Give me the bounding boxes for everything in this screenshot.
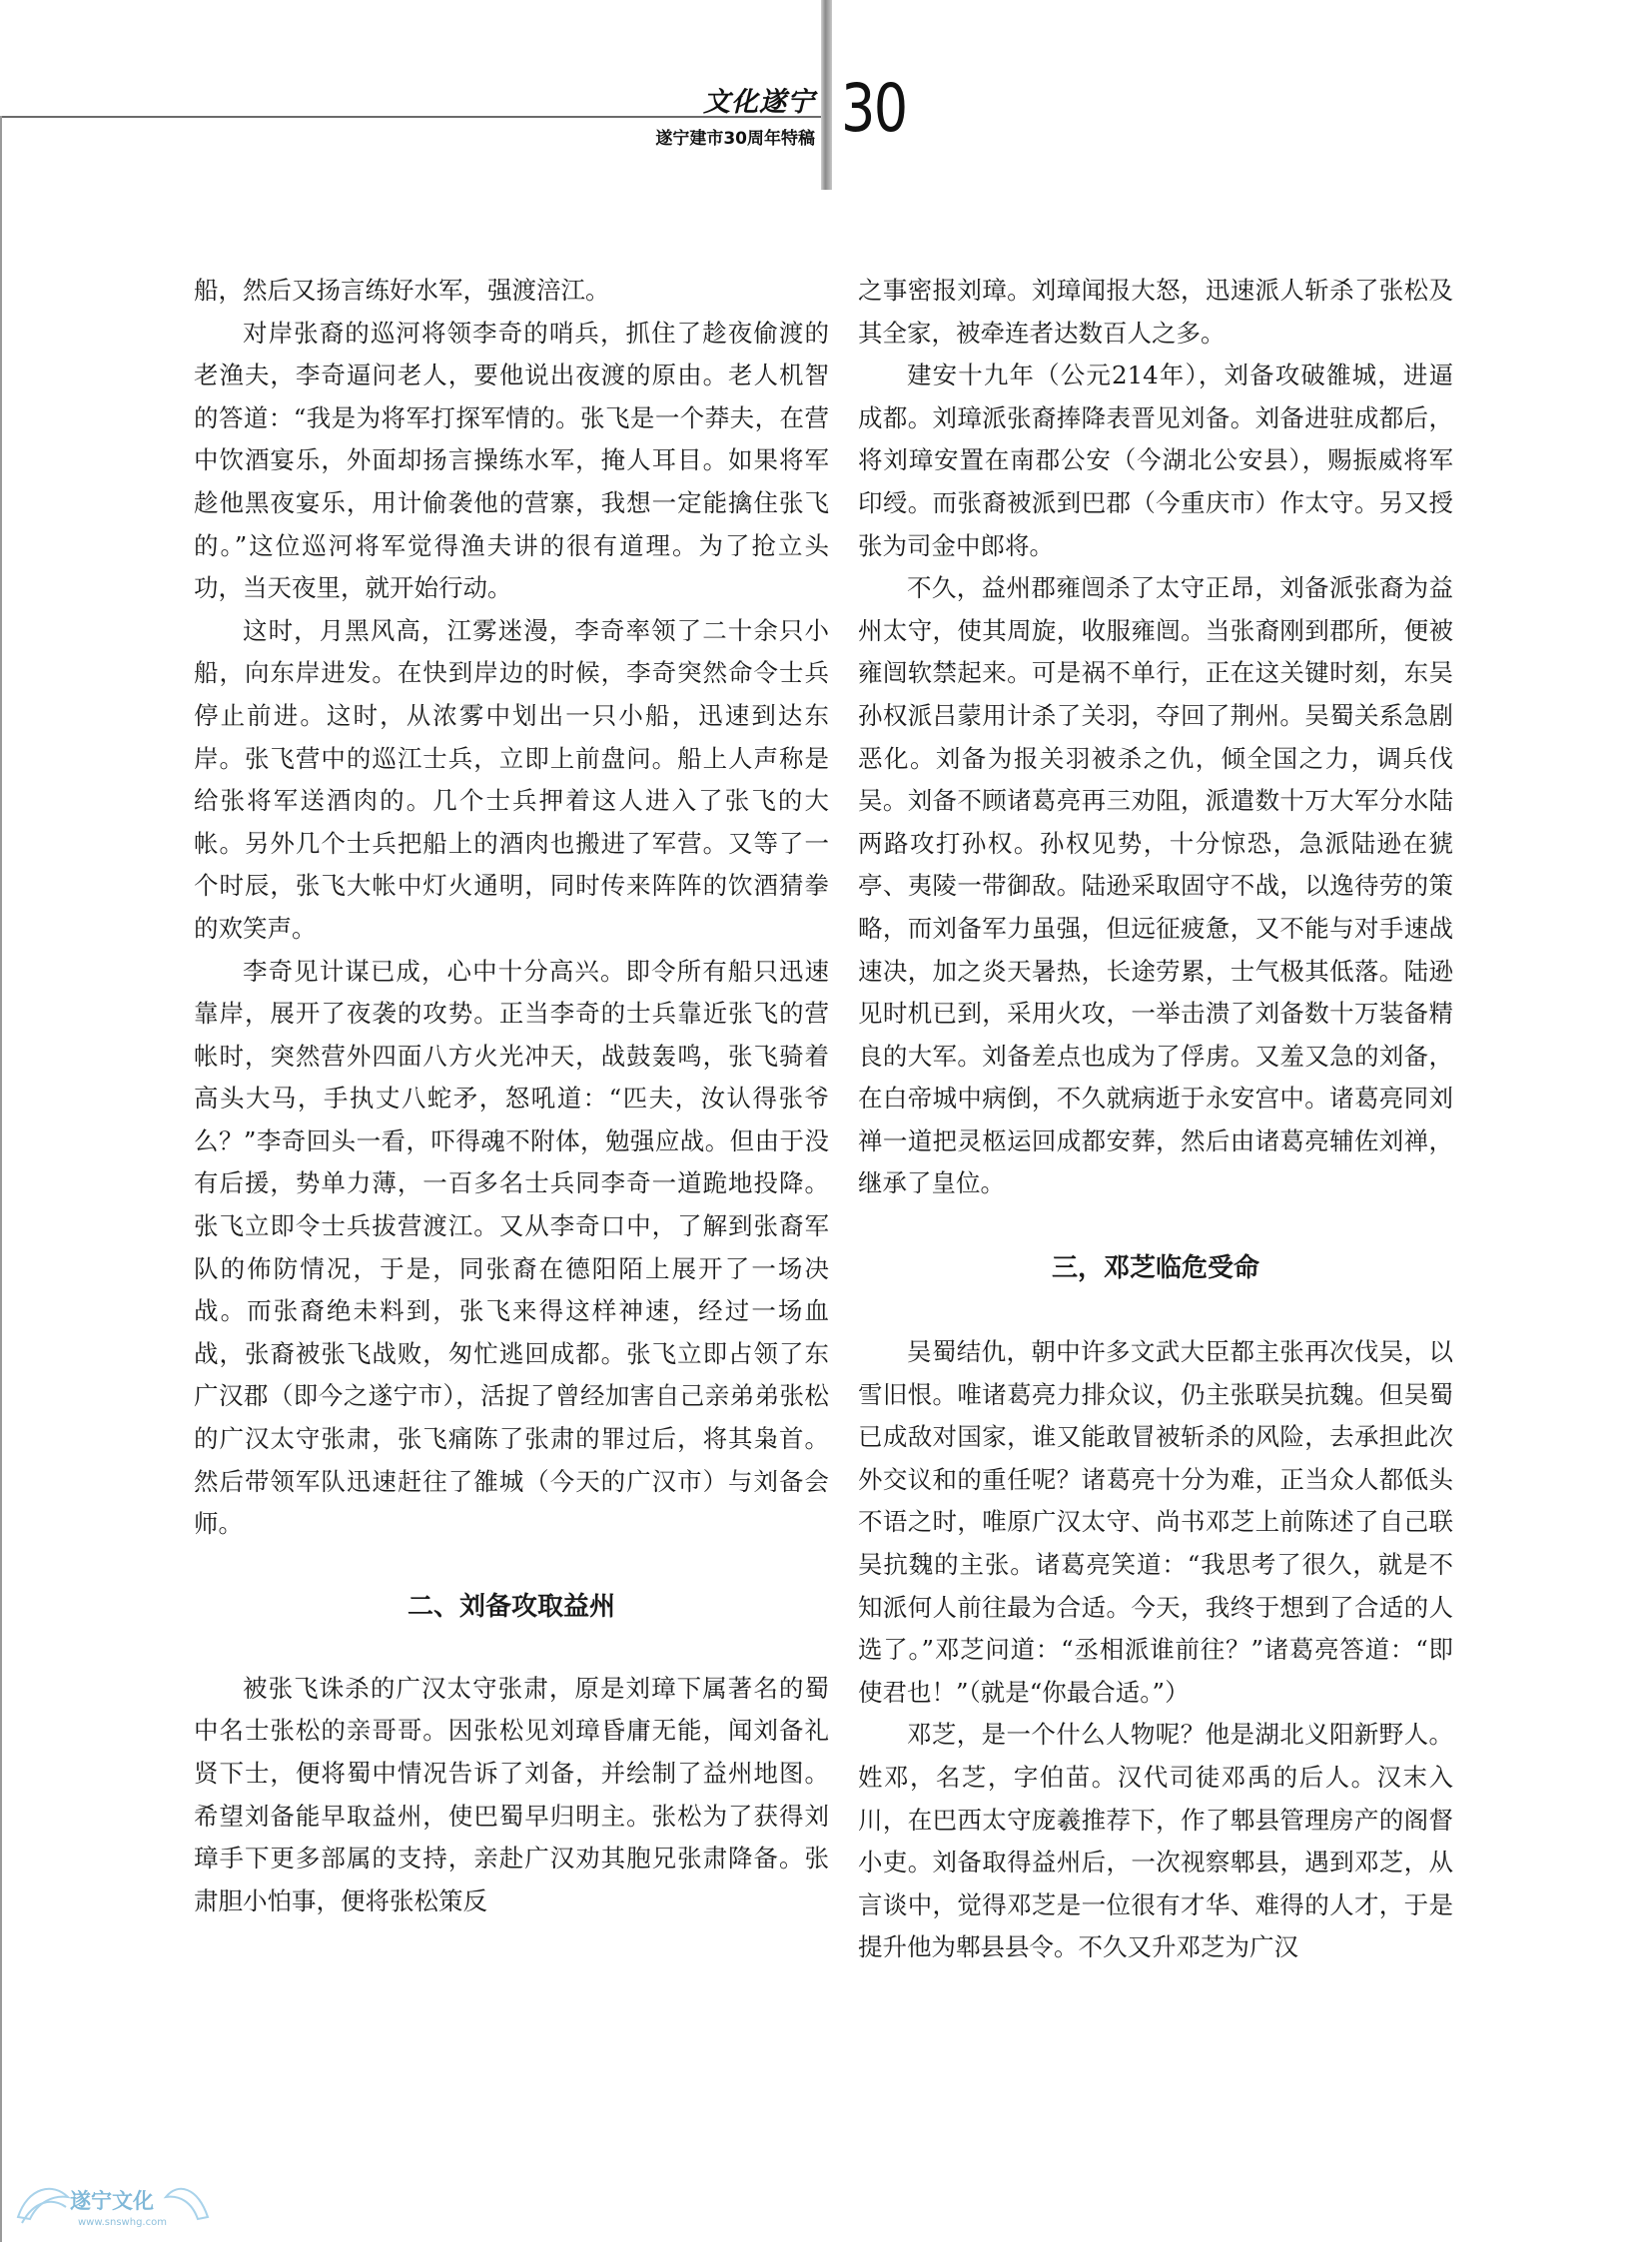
anniversary-number: 30 — [841, 70, 907, 147]
paragraph: 邓芝，是一个什么人物呢？他是湖北义阳新野人。姓邓，名芝，字伯苗。汉代司徒邓禹的后人。汉末入川，在巴西太守庞羲推荐下，作了郫县管理房产的阁督小吏。刘备取得益州后，一次视察郫县，遇到邓芝，从言谈中，觉得邓芝是一位很有才华、难得的人才，于是提升他为郫县县令。不久又升邓芝为广汉 — [858, 1720, 1453, 1962]
watermark-url: www.snswhg.com — [78, 2217, 167, 2228]
header-divider-bar — [821, 0, 832, 190]
magazine-section-title: 文化遂宁 — [703, 87, 815, 118]
page-left-border — [0, 116, 2, 2242]
paragraph: 不久，益州郡雍闿杀了太守正昂，刘备派张裔为益州太守，使其周旋，收服雍闿。当张裔刚到郡所，便被雍闿软禁起来。可是祸不单行，正在这关键时刻，东吴孙权派吕蒙用计杀了关羽，夺回了荆州。吴蜀关系急剧恶化。刘备为报关羽被杀之仇，倾全国之力，调兵伐吴。刘备不顾诸葛亮再三劝阻，派遣数十万大军分水陆两路攻打孙权。孙权见势，十分惊恐，急派陆逊在猇亭、夷陵一带御敌。陆逊采取固守不战，以逸待劳的策略，而刘备军力虽强，但远征疲惫，又不能与对手速战速决，加之炎天暑热，长途劳累，士气极其低落。陆逊见时机已到，采用火攻，一举击溃了刘备数十万装备精良的大军。刘备差点也成为了俘虏。又羞又急的刘备，在白帝城中病倒，不久就病逝于永安宫中。诸葛亮同刘禅一道把灵柩运回成都安葬，然后由诸葛亮辅佐刘禅，继承了皇位。 — [858, 573, 1453, 1198]
paragraph: 被张飞诛杀的广汉太守张肃，原是刘璋下属著名的蜀中名士张松的亲哥哥。因张松见刘璋昏庸无能，闻刘备礼贤下士，便将蜀中情况告诉了刘备，并绘制了益州地图。希望刘备能早取益州，使巴蜀早归明主。张松为了获得刘璋手下更多部属的支持，亲赴广汉劝其胞兄张肃降备。张肃胆小怕事，便将张松策反 — [194, 1673, 829, 1915]
section-heading: 三，邓芝临危受命 — [1051, 1253, 1259, 1284]
paragraph: 这时，月黑风高，江雾迷漫，李奇率领了二十余只小船，向东岸进发。在快到岸边的时候，李奇突然命令士兵停止前进。这时，从浓雾中划出一只小船，迅速到达东岸。张飞营中的巡江士兵，立即上前盘问。船上人声称是给张将军送酒肉的。几个士兵押着这人进入了张飞的大帐。另外几个士兵把船上的酒肉也搬进了军营。又等了一个时辰，张飞大帐中灯火通明，同时传来阵阵的饮酒猜拳的欢笑声。 — [194, 615, 829, 943]
right-text-column — [858, 270, 1453, 1969]
left-text-column — [194, 270, 829, 1922]
paragraph: 船，然后又扬言练好水军，强渡涪江。 — [194, 276, 610, 305]
watermark-text: 遂宁文化 — [70, 2189, 154, 2213]
magazine-subtitle: 遂宁建市30周年特稿 — [655, 129, 815, 149]
paragraph: 李奇见计谋已成，心中十分高兴。即令所有船只迅速靠岸，展开了夜袭的攻势。正当李奇的士兵靠近张飞的营帐时，突然营外四面八方火光冲天，战鼓轰鸣，张飞骑着高头大马，手执丈八蛇矛，怒吼道：“匹夫，汝认得张爷么？”李奇回头一看，吓得魂不附体，勉强应战。但由于没有后援，势单力薄，一百多名士兵同李奇一道跪地投降。张飞立即令士兵拔营渡江。又从李奇口中，了解到张裔军队的佈防情况，于是，同张裔在德阳陌上展开了一场决战。而张裔绝未料到，张飞来得这样神速，经过一场血战，张裔被张飞战败，匆忙逃回成都。张飞立即占领了东广汉郡（即今之遂宁市），活捉了曾经加害自己亲弟弟张松的广汉太守张肃，张飞痛陈了张肃的罪过后，将其枭首。然后带领军队迅速赶往了雒城（今天的广汉市）与刘备会师。 — [194, 956, 829, 1539]
paragraph: 之事密报刘璋。刘璋闻报大怒，迅速派人斩杀了张松及其全家，被牵连者达数百人之多。 — [858, 276, 1453, 348]
paragraph: 吴蜀结仇，朝中许多文武大臣都主张再次伐吴，以雪旧恨。唯诸葛亮力排众议，仍主张联吴抗魏。但吴蜀已成敌对国家，谁又能敢冒被斩杀的风险，去承担此次外交议和的重任呢？诸葛亮十分为难，正当众人都低头不语之时，唯原广汉太守、尚书邓芝上前陈述了自己联吴抗魏的主张。诸葛亮笑道：“我思考了很久，就是不知派何人前往最为合适。今天，我终于想到了合适的人选了。”邓芝问道：“丞相派谁前往？”诸葛亮答道：“即使君也！”（就是“你最合适。”） — [858, 1337, 1453, 1707]
paragraph: 对岸张裔的巡河将领李奇的哨兵，抓住了趁夜偷渡的老渔夫，李奇逼问老人，要他说出夜渡的原由。老人机智的答道：“我是为将军打探军情的。张飞是一个莽夫，在营中饮酒宴乐，外面却扬言操练水军，掩人耳目。如果将军趁他黑夜宴乐，用计偷袭他的营寨，我想一定能擒住张飞的。”这位巡河将军觉得渔夫讲的很有道理。为了抢立头功，当天夜里，就开始行动。 — [194, 318, 829, 603]
paragraph: 建安十九年（公元214年），刘备攻破雒城，进逼成都。刘璋派张裔捧降表晋见刘备。刘备进驻成都后，将刘璋安置在南郡公安（今湖北公安县），赐振威将军印绶。而张裔被派到巴郡（今重庆市）作太守。另又授张为司金中郎将。 — [858, 361, 1453, 560]
section-heading: 二、刘备攻取益州 — [407, 1591, 615, 1622]
site-watermark — [8, 2177, 218, 2237]
